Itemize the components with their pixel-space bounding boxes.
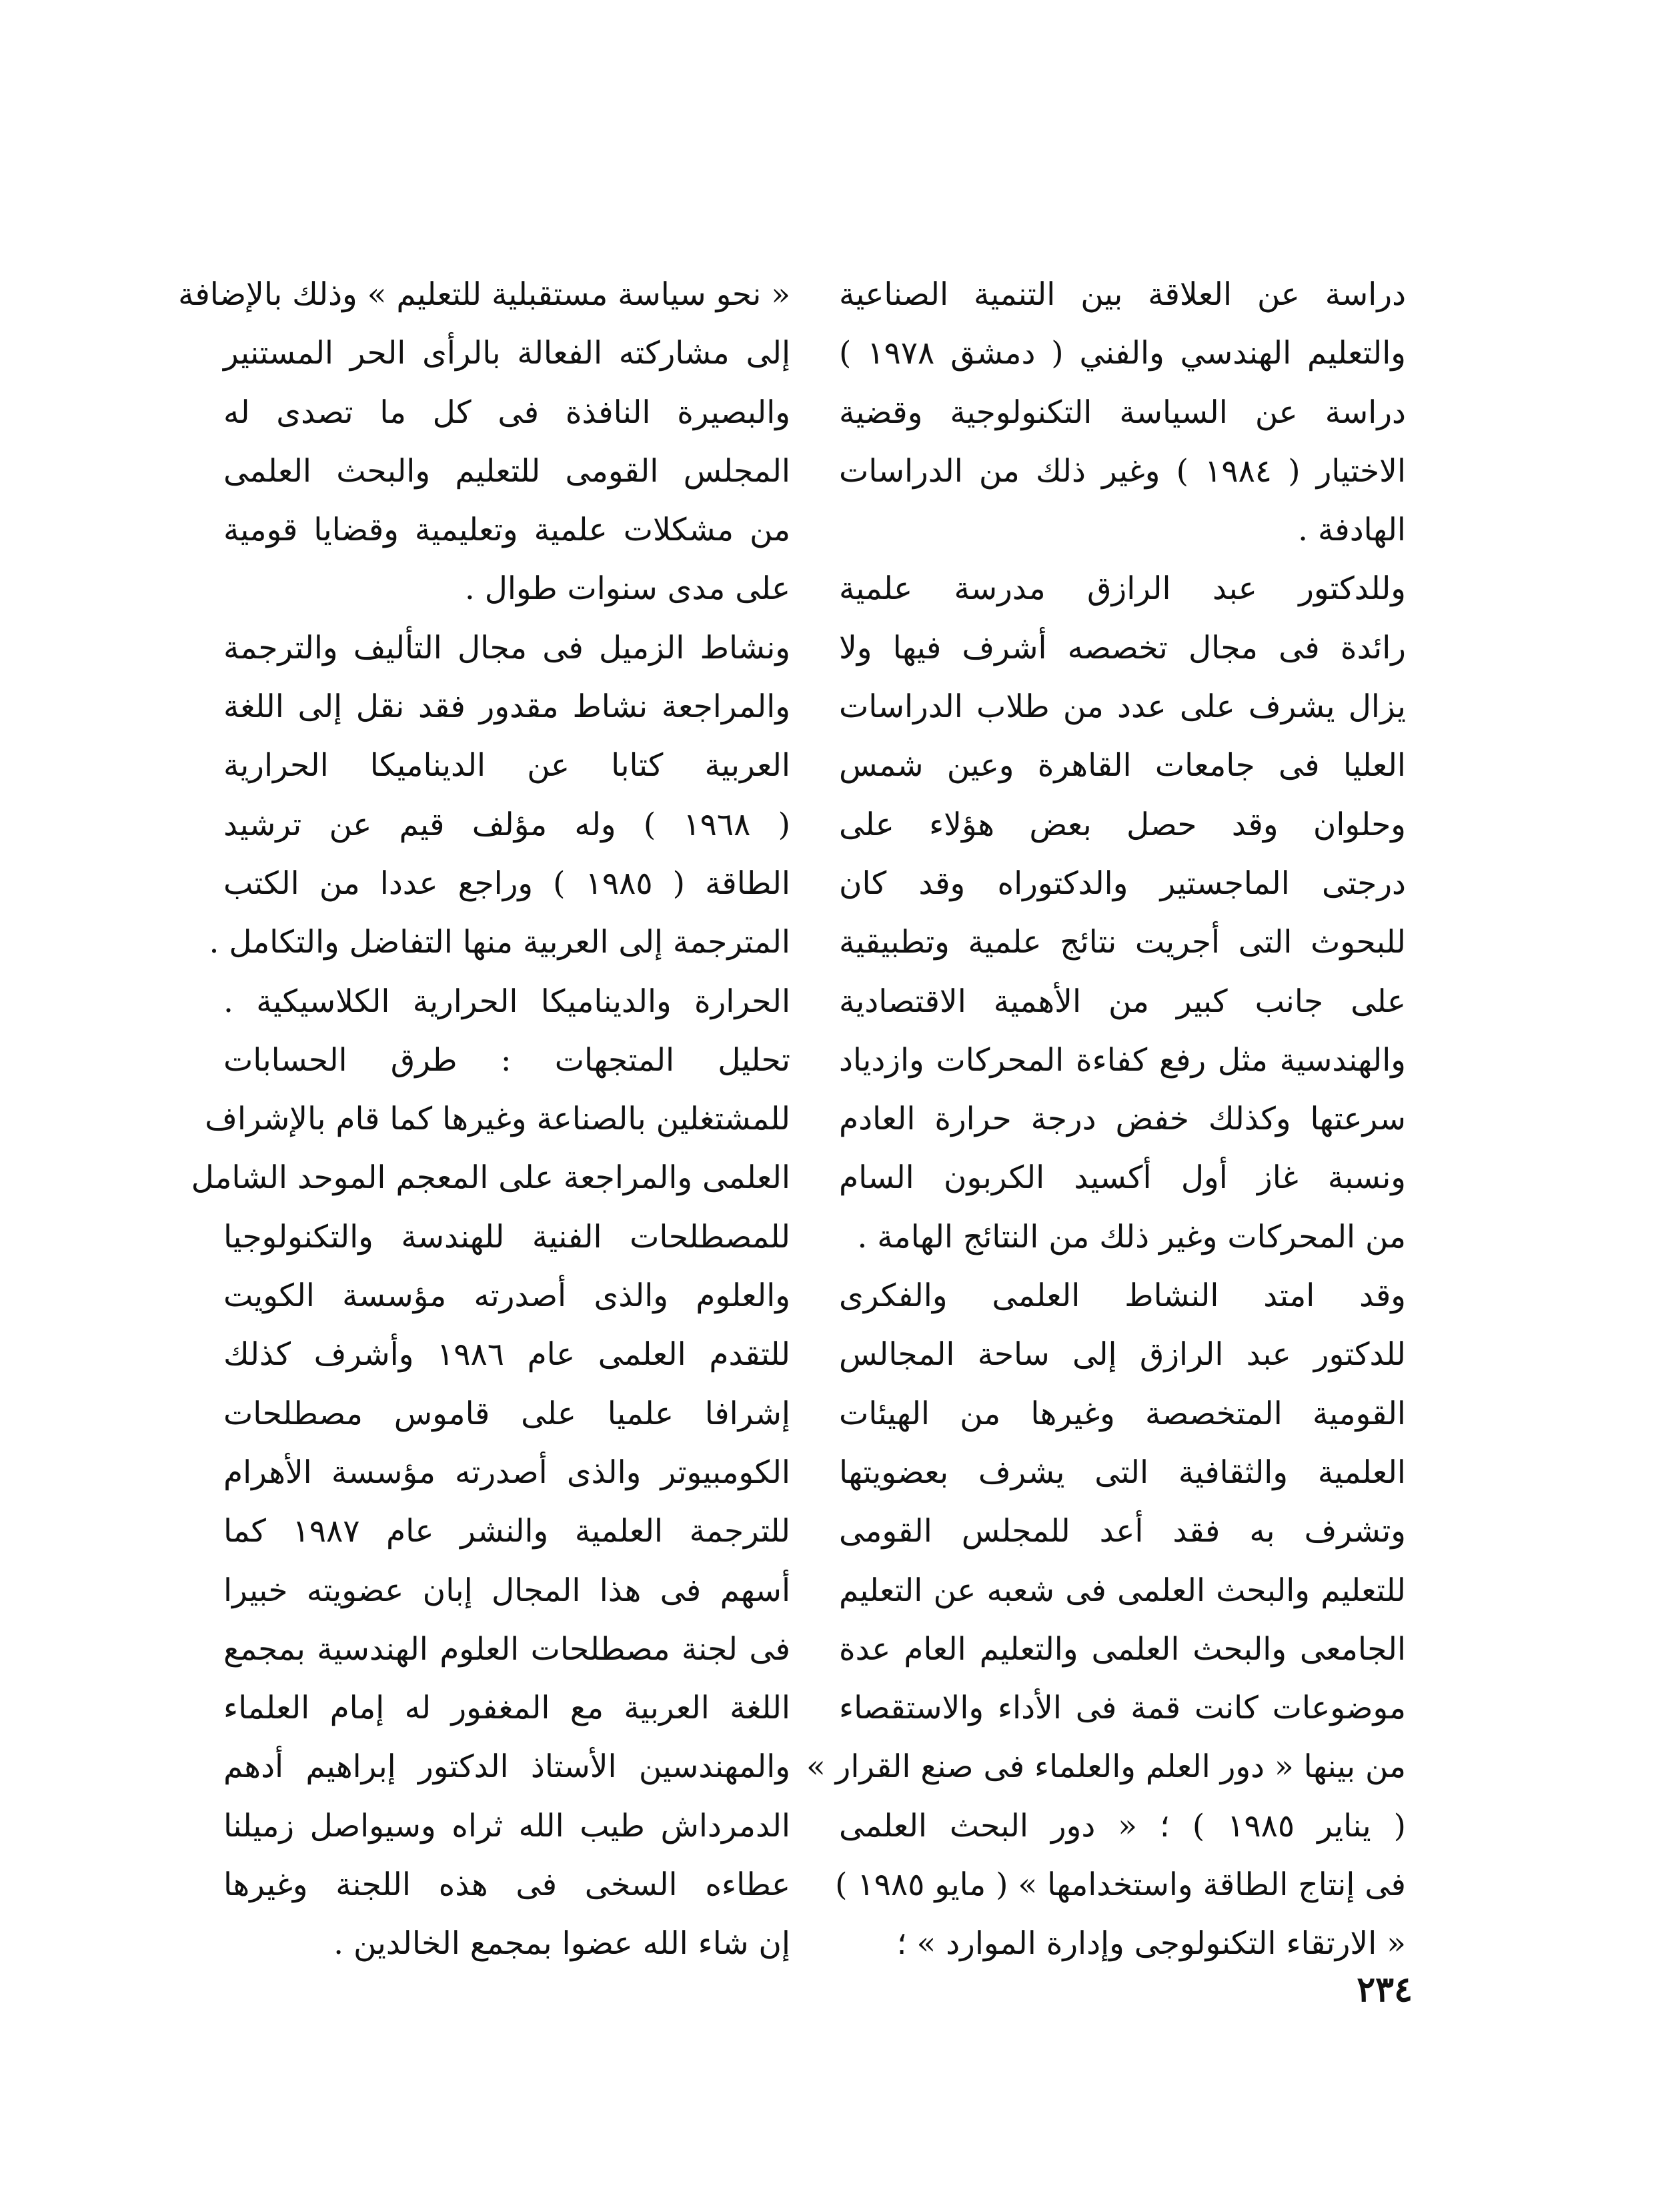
text-line: والتعليم الهندسي والفني ( دمشق ١٩٧٨ ) xyxy=(839,335,1406,372)
text-line: إن شاء الله عضوا بمجمع الخالدين . xyxy=(333,1925,790,1963)
text-line: من مشكلات علمية وتعليمية وقضايا قومية xyxy=(223,512,790,549)
right-text-column xyxy=(806,265,1407,1974)
text-line: الطاقة ( ١٩٨٥ ) وراجع عددا من الكتب xyxy=(223,865,790,902)
text-line: القومية المتخصصة وغيرها من الهيئات xyxy=(839,1395,1406,1432)
text-line: على جانب كبير من الأهمية الاقتصادية xyxy=(839,983,1406,1020)
text-line: موضوعات كانت قمة فى الأداء والاستقصاء xyxy=(839,1690,1406,1727)
text-line: المترجمة إلى العربية منها التفاضل والتكامل . xyxy=(209,924,790,961)
text-line: وتشرف به فقد أعد للمجلس القومى xyxy=(839,1513,1406,1550)
text-line: تحليل المتجهات : طرق الحسابات xyxy=(223,1041,790,1079)
text-line: وحلوان وقد حصل بعض هؤلاء على xyxy=(839,806,1406,843)
text-line: الكومبيوتر والذى أصدرته مؤسسة الأهرام xyxy=(223,1454,790,1491)
text-line: ونشاط الزميل فى مجال التأليف والترجمة xyxy=(223,629,790,666)
text-line: على مدى سنوات طوال . xyxy=(464,570,790,608)
text-line: العلمى والمراجعة على المعجم الموحد الشامل xyxy=(191,1159,790,1197)
text-line: اللغة العربية مع المغفور له إمام العلماء xyxy=(223,1690,790,1727)
text-line: أسهم فى هذا المجال إبان عضويته خبيرا xyxy=(223,1572,790,1609)
text-line: العليا فى جامعات القاهرة وعين شمس xyxy=(839,747,1406,784)
text-line: « نحو سياسة مستقبلية للتعليم » وذلك بالإضافة xyxy=(178,276,790,313)
text-line: وللدكتور عبد الرازق مدرسة علمية xyxy=(839,570,1406,608)
text-line: والمهندسين الأستاذ الدكتور إبراهيم أدهم xyxy=(223,1748,790,1786)
text-line: وقد امتد النشاط العلمى والفكرى xyxy=(839,1277,1406,1315)
text-line: للبحوث التى أجريت نتائج علمية وتطبيقية xyxy=(839,924,1406,961)
text-line: للتقدم العلمى عام ١٩٨٦ وأشرف كذلك xyxy=(223,1336,790,1373)
text-line: إلى مشاركته الفعالة بالرأى الحر المستنير xyxy=(223,335,790,372)
text-line: فى إنتاج الطاقة واستخدامها » ( مايو ١٩٨٥ ) xyxy=(835,1866,1406,1904)
text-line: العربية كتابا عن الديناميكا الحرارية xyxy=(223,747,790,784)
text-line: الحرارة والديناميكا الحرارية الكلاسيكية . xyxy=(223,983,790,1020)
text-line: والعلوم والذى أصدرته مؤسسة الكويت xyxy=(223,1277,790,1315)
text-line: للمشتغلين بالصناعة وغيرها كما قام بالإشراف xyxy=(205,1101,790,1138)
text-line: من المحركات وغير ذلك من النتائج الهامة . xyxy=(857,1218,1406,1255)
text-line: للتعليم والبحث العلمى فى شعبه عن التعليم xyxy=(839,1572,1406,1609)
text-line: رائدة فى مجال تخصصه أشرف فيها ولا xyxy=(839,629,1406,666)
text-line: للترجمة العلمية والنشر عام ١٩٨٧ كما xyxy=(223,1513,790,1550)
text-line: ( يناير ١٩٨٥ ) ؛ « دور البحث العلمى xyxy=(839,1807,1406,1844)
text-line: ونسبة غاز أول أكسيد الكربون السام xyxy=(839,1159,1406,1197)
text-line: والمراجعة نشاط مقدور فقد نقل إلى اللغة xyxy=(223,688,790,726)
page-number: ٢٣٤ xyxy=(1357,1969,1413,2010)
text-line: الدمرداش طيب الله ثراه وسيواصل زميلنا xyxy=(223,1807,790,1844)
text-line: دراسة عن العلاقة بين التنمية الصناعية xyxy=(839,276,1406,313)
text-line: إشرافا علميا على قاموس مصطلحات xyxy=(223,1395,790,1432)
text-line: الجامعى والبحث العلمى والتعليم العام عدة xyxy=(839,1630,1406,1668)
text-line: عطاءه السخى فى هذه اللجنة وغيرها xyxy=(223,1866,790,1904)
text-line: « الارتقاء التكنولوجى وإدارة الموارد » ؛ xyxy=(896,1925,1406,1963)
text-line: والهندسية مثل رفع كفاءة المحركات وازدياد xyxy=(839,1041,1406,1079)
text-line: ( ١٩٦٨ ) وله مؤلف قيم عن ترشيد xyxy=(223,806,790,843)
text-line: للدكتور عبد الرازق إلى ساحة المجالس xyxy=(839,1336,1406,1373)
text-line: درجتى الماجستير والدكتوراه وقد كان xyxy=(839,865,1406,902)
text-line: من بينها « دور العلم والعلماء فى صنع القرار » xyxy=(806,1748,1406,1786)
text-line: للمصطلحات الفنية للهندسة والتكنولوجيا xyxy=(223,1218,790,1255)
text-line: العلمية والثقافية التى يشرف بعضويتها xyxy=(839,1454,1406,1491)
text-line: سرعتها وكذلك خفض درجة حرارة العادم xyxy=(839,1101,1406,1138)
text-line: المجلس القومى للتعليم والبحث العلمى xyxy=(223,452,790,490)
text-line: الهادفة . xyxy=(1298,512,1406,549)
text-line: والبصيرة النافذة فى كل ما تصدى له xyxy=(223,394,790,431)
left-text-column xyxy=(178,265,790,1974)
text-line: دراسة عن السياسة التكنولوجية وقضية xyxy=(839,394,1406,431)
text-line: فى لجنة مصطلحات العلوم الهندسية بمجمع xyxy=(223,1630,790,1668)
text-line: الاختيار ( ١٩٨٤ ) وغير ذلك من الدراسات xyxy=(839,452,1407,490)
text-line: يزال يشرف على عدد من طلاب الدراسات xyxy=(839,688,1406,726)
